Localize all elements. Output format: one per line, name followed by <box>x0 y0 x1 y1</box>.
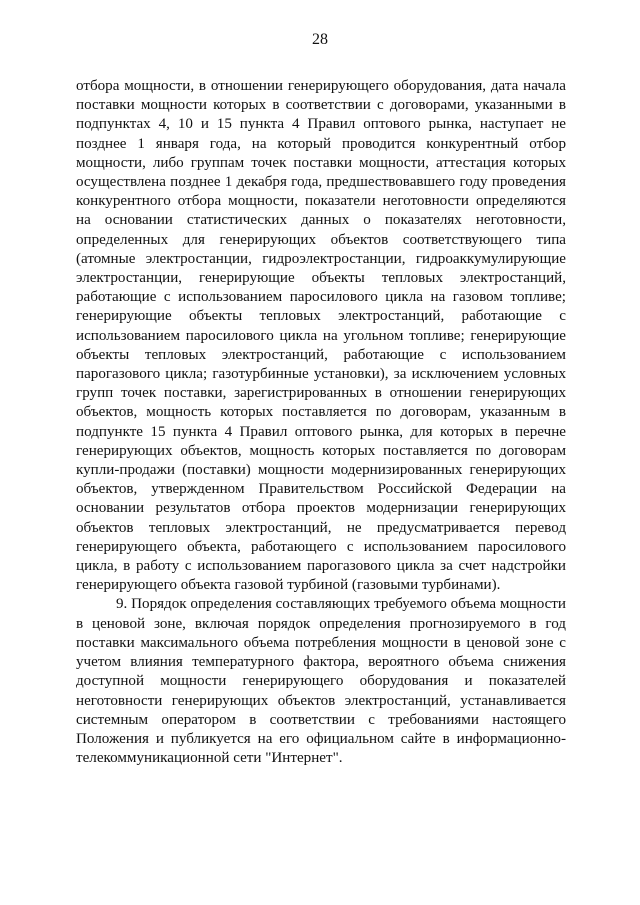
paragraph-continuation: отбора мощности, в отношении генерирующего оборудования, дата начала поставки мощности которых в соответствии с договорами, указанными в подпунктах 4, 10 и 15 пункта 4 Правил оптового рынка, наступает не позднее 1 января года, на который проводится конкурентный отбор мощности, либо группам точек поставки мощности, аттестация которых осуществлена позднее 1 декабря года, предшествовавшего году проведения конкурентного отбора мощности, показатели неготовности определяются на основании статистических данных о показателях неготовности, определенных для генерирующих объектов соответствующего типа (атомные электростанции, гидроэлектростанции, гидроаккумулирующие электростанции, генерирующие объекты тепловых электростанций, работающие с использованием паросилового цикла на газовом топливе; генерирующие объекты тепловых электростанций, работающие с использованием паросилового цикла на угольном топливе; генерирующие объекты тепловых электростанций, работающие с использованием парогазового цикла; газотурбинные установки), за исключением условных групп точек поставки, зарегистрированных в отношении генерирующих объектов, мощность которых поставляется по договорам, указанным в подпункте 15 пункта 4 Правил оптового рынка, для которых в перечне генерирующих объектов, мощность которых поставляется по договорам купли-продажи (поставки) мощности модернизированных генерирующих объектов, утвержденном Правительством Российской Федерации на основании результатов отбора проектов модернизации генерирующих объектов тепловых электростанций, не предусматривается перевод генерирующего объекта, работающего с использованием паросилового цикла, в работу с использованием парогазового цикла за счет надстройки генерирующего объекта газовой турбиной (газовыми турбинами). <box>76 78 566 594</box>
page-number: 28 <box>312 31 328 48</box>
document-body <box>76 77 566 768</box>
paragraph-item-9: 9. Порядок определения составляющих требуемого объема мощности в ценовой зоне, включая порядок определения прогнозируемого в год поставки максимального объема потребления мощности в ценовой зоне с учетом влияния температурного фактора, вероятного объема снижения доступной мощности генерирующего оборудования и показателей неготовности генерирующих объектов электростанций, устанавливается системным оператором в соответствии с требованиями настоящего Положения и публикуется на его официальном сайте в информационно-телекоммуникационной сети "Интернет". <box>76 596 566 767</box>
